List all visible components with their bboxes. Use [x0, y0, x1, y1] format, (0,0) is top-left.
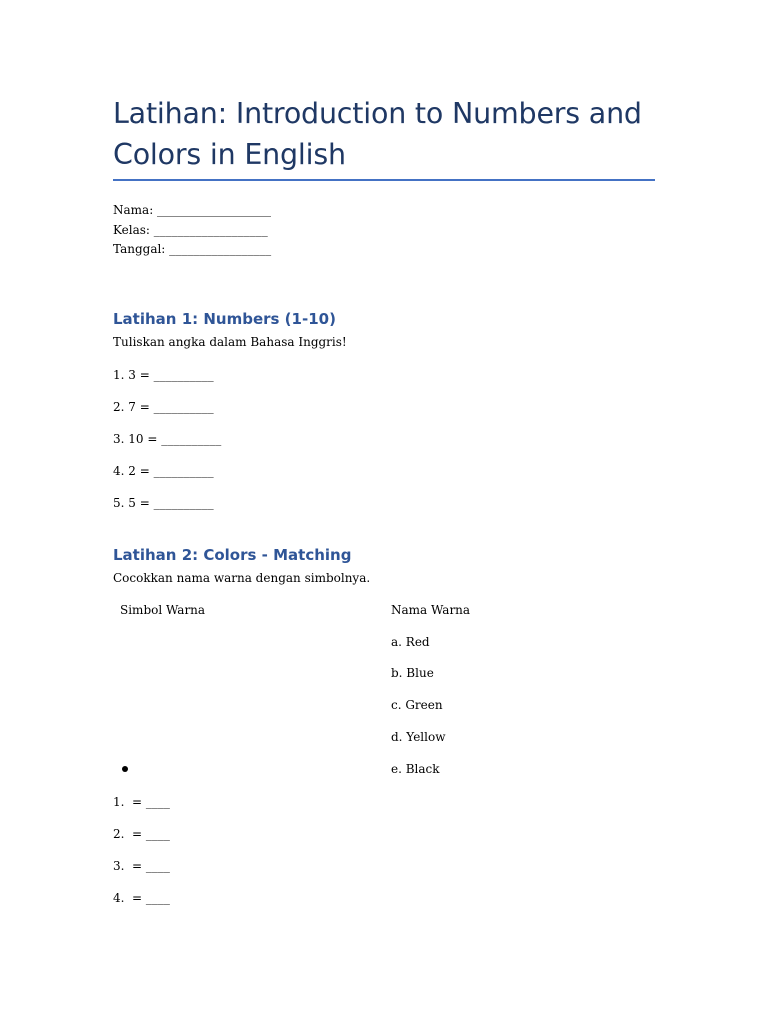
- answer-number-2: 2.: [113, 827, 125, 841]
- answer-number-3: 3.: [113, 859, 125, 873]
- section2-heading: Latihan 2: Colors - Matching: [113, 546, 352, 564]
- number-question-5[interactable]: 5. 5 = __________: [113, 496, 214, 510]
- color-option-blue: b. Blue: [391, 666, 434, 680]
- name-field[interactable]: Nama: ___________________: [113, 203, 272, 217]
- date-field[interactable]: Tanggal: _________________: [113, 242, 272, 256]
- section1-instruction: Tuliskan angka dalam Bahasa Inggris!: [113, 335, 347, 349]
- color-option-red: a. Red: [391, 635, 430, 649]
- answer-blank-4[interactable]: = ____: [132, 891, 170, 905]
- section1-heading: Latihan 1: Numbers (1-10): [113, 310, 336, 328]
- answer-blank-3[interactable]: = ____: [132, 859, 170, 873]
- answer-number-4: 4.: [113, 891, 125, 905]
- number-question-3[interactable]: 3. 10 = __________: [113, 432, 222, 446]
- section2-instruction: Cocokkan nama warna dengan simbolnya.: [113, 571, 371, 585]
- student-info: [113, 201, 271, 260]
- number-question-2[interactable]: 2. 7 = __________: [113, 400, 214, 414]
- class-field[interactable]: Kelas: ___________________: [113, 222, 268, 237]
- color-option-yellow: d. Yellow: [391, 730, 446, 744]
- worksheet-title: Latihan: Introduction to Numbers and Colors in English: [113, 97, 642, 171]
- number-question-4[interactable]: 4. 2 = __________: [113, 464, 214, 478]
- title-underline: [113, 179, 655, 181]
- column-header-name: Nama Warna: [391, 603, 471, 617]
- answer-blank-1[interactable]: = ____: [132, 795, 170, 809]
- bullet-icon: [122, 766, 128, 772]
- number-question-1[interactable]: 1. 3 = __________: [113, 368, 214, 382]
- answer-number-1: 1.: [113, 795, 125, 809]
- answer-blank-2[interactable]: = ____: [132, 827, 170, 841]
- column-header-symbol: Simbol Warna: [120, 603, 206, 617]
- color-option-black: e. Black: [391, 762, 440, 776]
- color-option-green: c. Green: [391, 698, 443, 712]
